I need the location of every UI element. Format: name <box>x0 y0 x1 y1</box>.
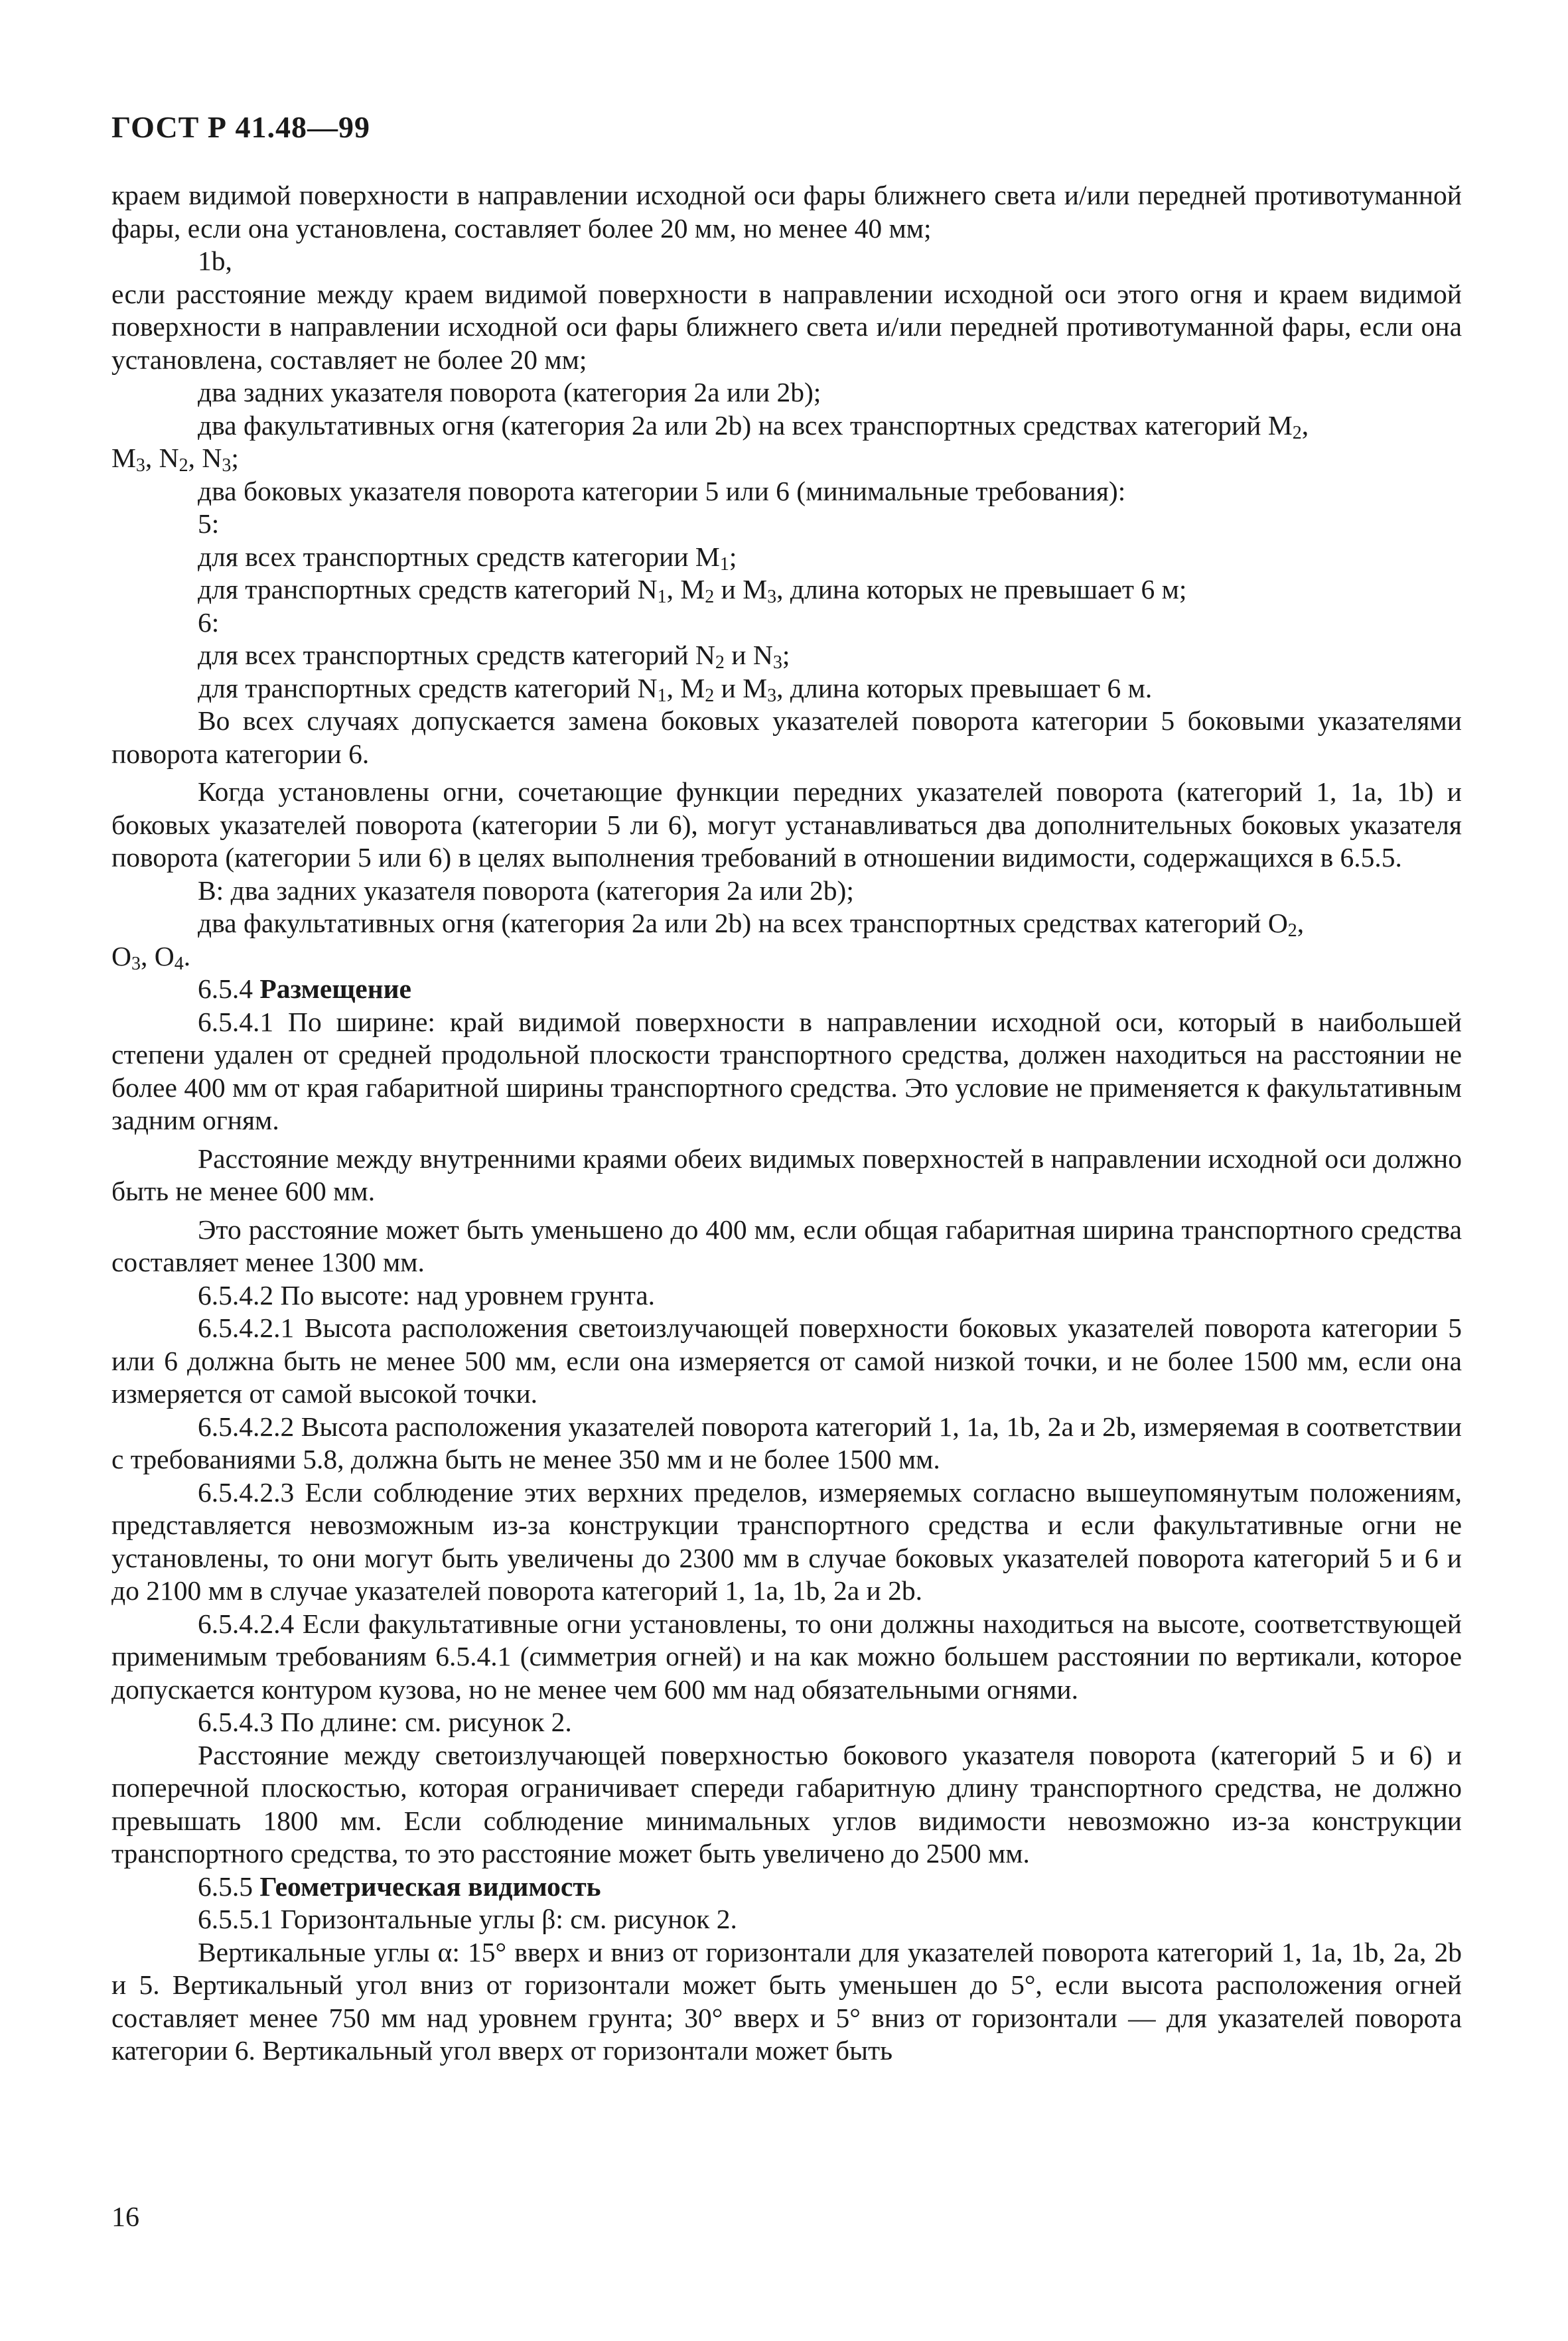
paragraph: 6.5.4.1 По ширине: край видимой поверхности в направлении исходной оси, который в наибольшей степени удален от средней продольной плоскости транспортного средства, должен находиться на расстоянии не более 400 мм от края габаритной ширины транспортного средства. Это условие не применяется к факультативным задним огням. <box>111 1006 1462 1135</box>
paragraph: 6: <box>198 606 220 638</box>
paragraph: Вертикальные углы α: 15° вверх и вниз от горизонтали для указателей поворота категорий 1, 1а, 1b, 2а, 2b и 5. Вертикальный угол вниз от горизонтали может быть уменьшен до 5°, если высота расположения огней составляет менее 750 мм над уровнем грунта; 30° вверх и 5° вниз от горизонтали — для указателей поворота категории 6. Вертикальный угол вверх от горизонтали может быть <box>111 1936 1462 2066</box>
paragraph: 5: <box>198 508 220 539</box>
paragraph: Во всех случаях допускается замена боковых указателей поворота категории 5 боковыми указателями поворота категории 6. <box>111 705 1462 769</box>
paragraph: краем видимой поверхности в направлении исходной оси фары ближнего света и/или передней противотуманной фары, если она установлена, составляет более 20 мм, но менее 40 мм; <box>111 180 1462 244</box>
paragraph: для транспортных средств категорий $N_1$, $M_2$ и $M_3$, длина которых не превышает 6 м; <box>198 574 1187 607</box>
paragraph: Когда установлены огни, сочетающие функции передних указателей поворота (категорий 1, 1а, 1b) и боковых указателей поворота (категории 5 ли 6), могут устанавливаться два дополнительных боковых указателя поворота (категории 5 или 6) в целях выполнения требований в отношении видимости, содержащихся в 6.5.5. <box>111 776 1462 873</box>
paragraph: 6.5.4.2.1 Высота расположения светоизлучающей поверхности боковых указателей поворота категории 5 или 6 должна быть не менее 500 мм, если она измеряется от самой низкой точки, и не более 1500 мм, если она измеряется от самой высокой точки. <box>111 1312 1462 1409</box>
paragraph: 6.5.4.2.4 Если факультативные огни установлены, то они должны находиться на высоте, соответствующей применимым требованиям 6.5.4.1 (симметрия огней) и на как можно большем расстоянии по вертикали, которое допускается контуром кузова, но не менее чем 600 мм над обязательными огнями. <box>111 1608 1462 1705</box>
paragraph: для всех транспортных средств категорий $N_2$ и $N_3$; <box>198 640 790 673</box>
section-heading: 6.5.4 Размещение <box>198 973 411 1004</box>
paragraph: 1b, <box>198 246 232 276</box>
paragraph: для всех транспортных средств категории $M_1$; <box>198 541 737 575</box>
document-body <box>111 179 1462 2068</box>
paragraph: 6.5.4.2.2 Высота расположения указателей поворота категорий 1, 1а, 1b, 2а и 2b, измеряемая в соответствии с требованиями 5.8, должна быть не менее 350 мм и не более 1500 мм. <box>111 1411 1462 1474</box>
paragraph: два факультативных огня (категория 2а или 2b) на всех транспортных средствах категорий $M_2$, $M_3$, $N_2$, $N_3$; <box>111 409 1309 476</box>
paragraph: если расстояние между краем видимой поверхности в направлении исходной оси этого огня и краем видимой поверхности в направлении исходной оси фары ближнего света и/или передней противотуманной фары, если она установлена, составляет не более 20 мм; <box>111 278 1462 375</box>
paragraph: для транспортных средств категорий $N_1$, $M_2$ и $M_3$, длина которых превышает 6 м. <box>198 672 1153 706</box>
paragraph: В: два задних указателя поворота (категория 2а или 2b); <box>198 875 854 906</box>
paragraph: Это расстояние может быть уменьшено до 400 мм, если общая габаритная ширина транспортного средства составляет менее 1300 мм. <box>111 1214 1462 1277</box>
paragraph: 6.5.4.2 По высоте: над уровнем грунта. <box>198 1279 656 1311</box>
paragraph: два задних указателя поворота (категория 2а или 2b); <box>198 377 821 407</box>
page-number: 16 <box>111 2202 139 2233</box>
section-heading: 6.5.5 Геометрическая видимость <box>198 1871 601 1902</box>
paragraph: Расстояние между светоизлучающей поверхностью бокового указателя поворота (категорий 5 и 6) и поперечной плоскостью, которая ограничивает спереди габаритную длину транспортного средства, не должно превышать 1800 мм. Если соблюдение минимальных углов видимости невозможно из-за конструкции транспортного средства, то это расстояние может быть увеличено до 2500 мм. <box>111 1739 1462 1869</box>
document-header: ГОСТ Р 41.48—99 <box>111 110 370 144</box>
paragraph: Расстояние между внутренними краями обеих видимых поверхностей в направлении исходной оси должно быть не менее 600 мм. <box>111 1143 1462 1206</box>
paragraph: два боковых указателя поворота категории 5 или 6 (минимальные требования): <box>198 475 1126 506</box>
paragraph: 6.5.4.2.3 Если соблюдение этих верхних пределов, измеряемых согласно вышеупомянутым положениям, представляется невозможным из-за конструкции транспортного средства и если факультативные огни не установлены, то они могут быть увеличены до 2300 мм в случае боковых указателей поворота категорий 5 и 6 и до 2100 мм в случае указателей поворота категорий 1, 1а, 1b, 2а и 2b. <box>111 1476 1462 1606</box>
paragraph: два факультативных огня (категория 2а или 2b) на всех транспортных средствах категорий $O_2$, $O_3$, $O_4$. <box>111 908 1305 974</box>
paragraph: 6.5.5.1 Горизонтальные углы β: см. рисунок 2. <box>198 1904 737 1934</box>
paragraph: 6.5.4.3 По длине: см. рисунок 2. <box>198 1707 572 1737</box>
